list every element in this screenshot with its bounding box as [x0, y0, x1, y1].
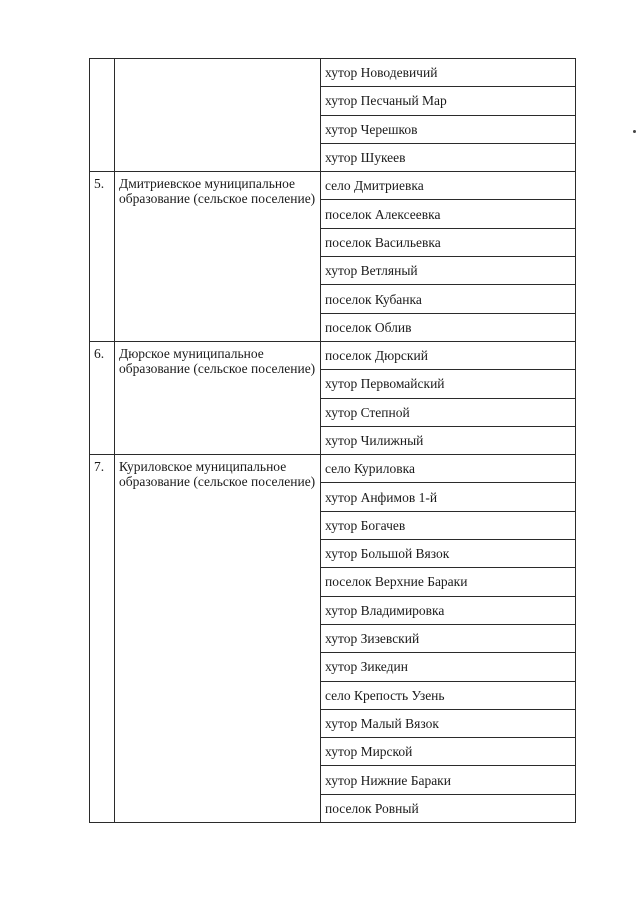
settlement-name: хутор Степной — [321, 398, 576, 426]
settlement-name: хутор Песчаный Мар — [321, 87, 576, 115]
settlements-table — [89, 58, 576, 823]
settlement-name: хутор Новодевичий — [321, 59, 576, 87]
scan-mark — [633, 130, 636, 133]
table-row — [90, 59, 576, 87]
settlement-name: хутор Зикедин — [321, 653, 576, 681]
municipality-number: 5. — [90, 172, 115, 342]
settlement-name: поселок Кубанка — [321, 285, 576, 313]
settlement-name: хутор Зизевский — [321, 624, 576, 652]
settlement-name: хутор Шукеев — [321, 143, 576, 171]
settlement-name: хутор Малый Вязок — [321, 709, 576, 737]
settlement-name: хутор Владимировка — [321, 596, 576, 624]
settlement-name: село Крепость Узень — [321, 681, 576, 709]
table-row — [90, 455, 576, 483]
municipality-name: Куриловское муниципальное образование (сельское поселение) — [115, 455, 321, 823]
municipality-number: 6. — [90, 341, 115, 454]
settlement-name: село Куриловка — [321, 455, 576, 483]
settlement-name: хутор Первомайский — [321, 370, 576, 398]
settlement-name: хутор Черешков — [321, 115, 576, 143]
settlement-name: поселок Верхние Бараки — [321, 568, 576, 596]
municipality-number — [90, 59, 115, 172]
settlement-name: хутор Чилижный — [321, 426, 576, 454]
table-row — [90, 341, 576, 369]
settlement-name: хутор Ветляный — [321, 257, 576, 285]
settlement-name: поселок Ровный — [321, 794, 576, 822]
municipality-name: Дмитриевское муниципальное образование (сельское поселение) — [115, 172, 321, 342]
settlement-name: поселок Облив — [321, 313, 576, 341]
settlement-name: поселок Васильевка — [321, 228, 576, 256]
settlement-name: хутор Мирской — [321, 738, 576, 766]
settlement-name: хутор Анфимов 1-й — [321, 483, 576, 511]
settlement-name: поселок Алексеевка — [321, 200, 576, 228]
settlement-name: хутор Большой Вязок — [321, 540, 576, 568]
table-row — [90, 172, 576, 200]
municipality-name — [115, 59, 321, 172]
settlement-name: хутор Нижние Бараки — [321, 766, 576, 794]
settlement-name: поселок Дюрский — [321, 341, 576, 369]
settlement-name: село Дмитриевка — [321, 172, 576, 200]
settlement-name: хутор Богачев — [321, 511, 576, 539]
municipality-name: Дюрское муниципальное образование (сельское поселение) — [115, 341, 321, 454]
settlements-table-body — [90, 59, 576, 823]
municipality-number: 7. — [90, 455, 115, 823]
